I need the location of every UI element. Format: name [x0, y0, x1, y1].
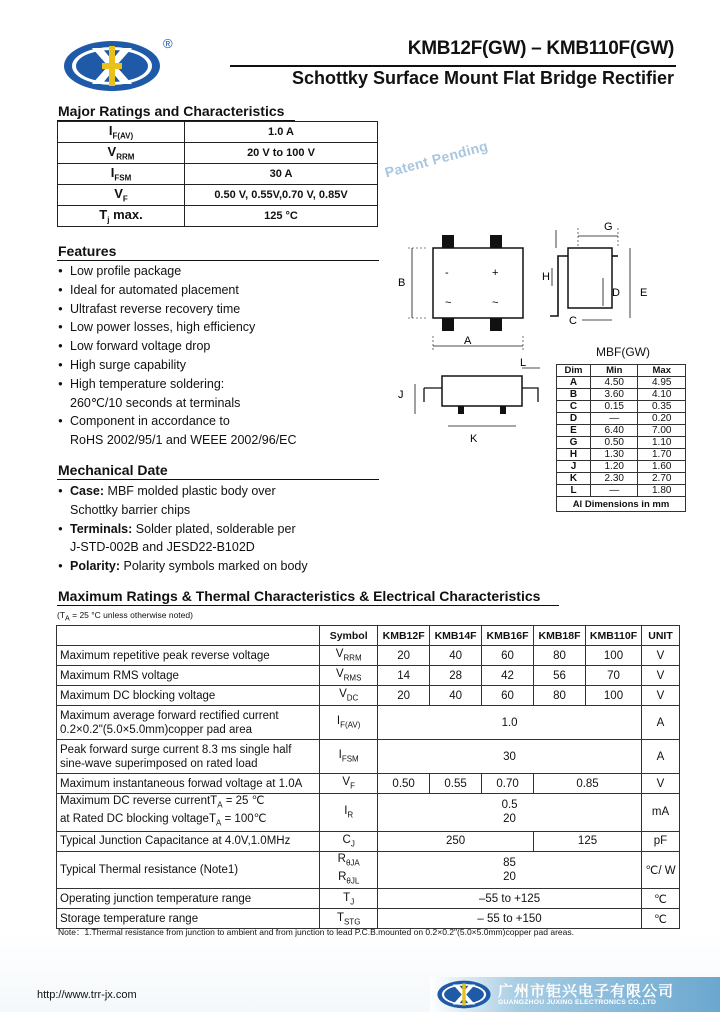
pin-icon [442, 318, 454, 331]
dim-h-label: H [542, 271, 550, 283]
thermal-footnote: Note：1.Thermal resistance from junction to ambient and from junction to lead P.C.B.mounted on 0.2×0.2"(5.0×5.0mm)copper pad areas. [58, 927, 574, 937]
table-row: Maximum DC reverse currentT$_A$ = 25 ℃ at Rated DC blocking voltageT$_A$ = 100℃ $I_R$ 0.5 20 mA [57, 794, 680, 832]
list-item: ● Low profile package [58, 262, 297, 281]
list-item: ● Component in accordance to [58, 412, 297, 431]
table-row: B 3.60 4.10 [557, 389, 686, 401]
pin-icon [490, 235, 502, 248]
table-row: Storage temperature range $T_{STG}$ – 55 to +150 ℃ [57, 909, 680, 929]
table-row: $V_{RRM}$ 20 V to 100 V [58, 143, 378, 164]
table-row: D — 0.20 [557, 413, 686, 425]
table-row: G 0.50 1.10 [557, 437, 686, 449]
package-body-side [568, 248, 612, 308]
footer-logo [436, 979, 492, 1010]
page-subtitle: Schottky Surface Mount Flat Bridge Rectifier [291, 68, 674, 88]
dim-g-label: G [604, 221, 613, 233]
dim-k-label: K [470, 433, 478, 445]
electrical-table [56, 625, 680, 929]
plus-mark: + [492, 267, 499, 279]
table-row: Al Dimensions in mm [557, 497, 686, 512]
list-item: ● Case: MBF molded plastic body over [58, 482, 308, 501]
pin-icon [490, 318, 502, 331]
table-row: Maximum repetitive peak reverse voltage $V_{RRM}$ 20 40 60 80 100 V [57, 646, 680, 666]
list-item: J-STD-002B and JESD22-B102D [70, 540, 255, 555]
table-row: J 1.20 1.60 [557, 461, 686, 473]
dim-l-label: L [520, 357, 527, 369]
table-row: $T_j$ max. 125 °C [58, 206, 378, 227]
website-link[interactable]: http://www.trr-jx.com [37, 989, 137, 1001]
table-row: $I_{FSM}$ 30 A [58, 164, 378, 185]
table-row: Maximum RMS voltage $V_{RMS}$ 14 28 42 56 70 V [57, 666, 680, 686]
list-item: 260℃/10 seconds at terminals [70, 395, 241, 410]
list-item: ● Ideal for automated placement [58, 281, 297, 300]
list-item: ● Low power losses, high efficiency [58, 318, 297, 337]
dim-c-label: C [569, 315, 577, 327]
features-rule [57, 260, 379, 261]
dimension-table [556, 364, 686, 512]
electrical-rule [57, 605, 559, 606]
dim-d-label: D [612, 287, 620, 299]
list-item: ● High surge capability [58, 356, 297, 375]
pin-icon [442, 235, 454, 248]
table-row: Maximum instantaneous forwad voltage at 1.0A $V_F$ 0.50 0.55 0.70 0.85 V [57, 774, 680, 794]
list-item: ● Terminals: Solder plated, solderable per [58, 520, 308, 539]
features-heading: Features [58, 243, 117, 259]
page-title: KMB12F(GW) – KMB110F(GW) [407, 38, 674, 59]
list-item: ● High temperature soldering: [58, 375, 297, 394]
company-name-en: GUANGZHOU JUXING ELECTRONICS CO.,LTD [498, 999, 657, 1006]
title-rule [230, 65, 676, 67]
condition-note: ($T_A = 25$ °C unless otherwise noted) [57, 610, 193, 623]
table-row: $I_{F(AV)}$ 1.0 A [58, 122, 378, 143]
list-item: Schottky barrier chips [70, 502, 191, 517]
table-row: H 1.30 1.70 [557, 449, 686, 461]
table-row: E 6.40 7.00 [557, 425, 686, 437]
table-row: A 4.50 4.95 [557, 377, 686, 389]
list-item: RoHS 2002/95/1 and WEEE 2002/96/EC [70, 433, 297, 448]
major-ratings-table [57, 121, 378, 227]
table-row: $V_F$ 0.50 V, 0.55V,0.70 V, 0.85V [58, 185, 378, 206]
table-row: Maximum average forward rectified current 0.2×0.2"(5.0×5.0mm)copper pad area $I_{F(AV)}$ 1.0 A [57, 706, 680, 740]
table-row: Typical Thermal resistance (Note1) $R_{\theta JA}$ $R_{\theta JL}$ 85 20 ℃/ W [57, 851, 680, 889]
table-row: Dim Min Max [557, 365, 686, 377]
electrical-heading: Maximum Ratings & Thermal Characteristics & Electrical Characteristics [58, 588, 541, 604]
table-header-row: Symbol KMB12F KMB14F KMB16F KMB18F KMB110F UNIT [57, 626, 680, 646]
dim-e-label: E [640, 287, 648, 299]
dim-b-label: B [398, 277, 406, 289]
list-item: ● Low forward voltage drop [58, 337, 297, 356]
table-row: Maximum DC blocking voltage $V_{DC}$ 20 40 60 80 100 V [57, 686, 680, 706]
table-row: Operating junction temperature range $T_J$ –55 to +125 ℃ [57, 889, 680, 909]
ac-mark: ~ [445, 297, 452, 309]
table-row: C 0.15 0.35 [557, 401, 686, 413]
patent-pending-watermark: Patent Pending [383, 137, 490, 181]
minus-mark: - [445, 267, 449, 279]
dimension-table-title: MBF(GW) [596, 345, 650, 359]
ac-mark: ~ [492, 297, 499, 309]
juxing-logo [62, 38, 162, 94]
mechanical-list [58, 482, 308, 576]
package-body-front [442, 376, 522, 406]
mechanical-heading: Mechanical Date [58, 462, 168, 478]
dim-a-label: A [464, 335, 472, 347]
dim-j-label: J [398, 389, 404, 401]
registered-mark: ® [163, 36, 173, 51]
features-list [58, 262, 297, 450]
company-name-cn: 广州市钜兴电子有限公司 [498, 983, 675, 1000]
list-item: ● Polarity: Polarity symbols marked on body [58, 557, 308, 576]
table-row: K 2.30 2.70 [557, 473, 686, 485]
table-row: Peak forward surge current 8.3 ms single half sine-wave superimposed on rated load $I_{FSM}$ 30 A [57, 740, 680, 774]
table-row: L — 1.80 [557, 485, 686, 497]
list-item: ● Ultrafast reverse recovery time [58, 300, 297, 319]
major-ratings-heading: Major Ratings and Characteristics [58, 103, 285, 119]
mechanical-rule [57, 479, 379, 480]
table-row: Typical Junction Capacitance at 4.0V,1.0MHz $C_J$ 250 125 pF [57, 831, 680, 851]
